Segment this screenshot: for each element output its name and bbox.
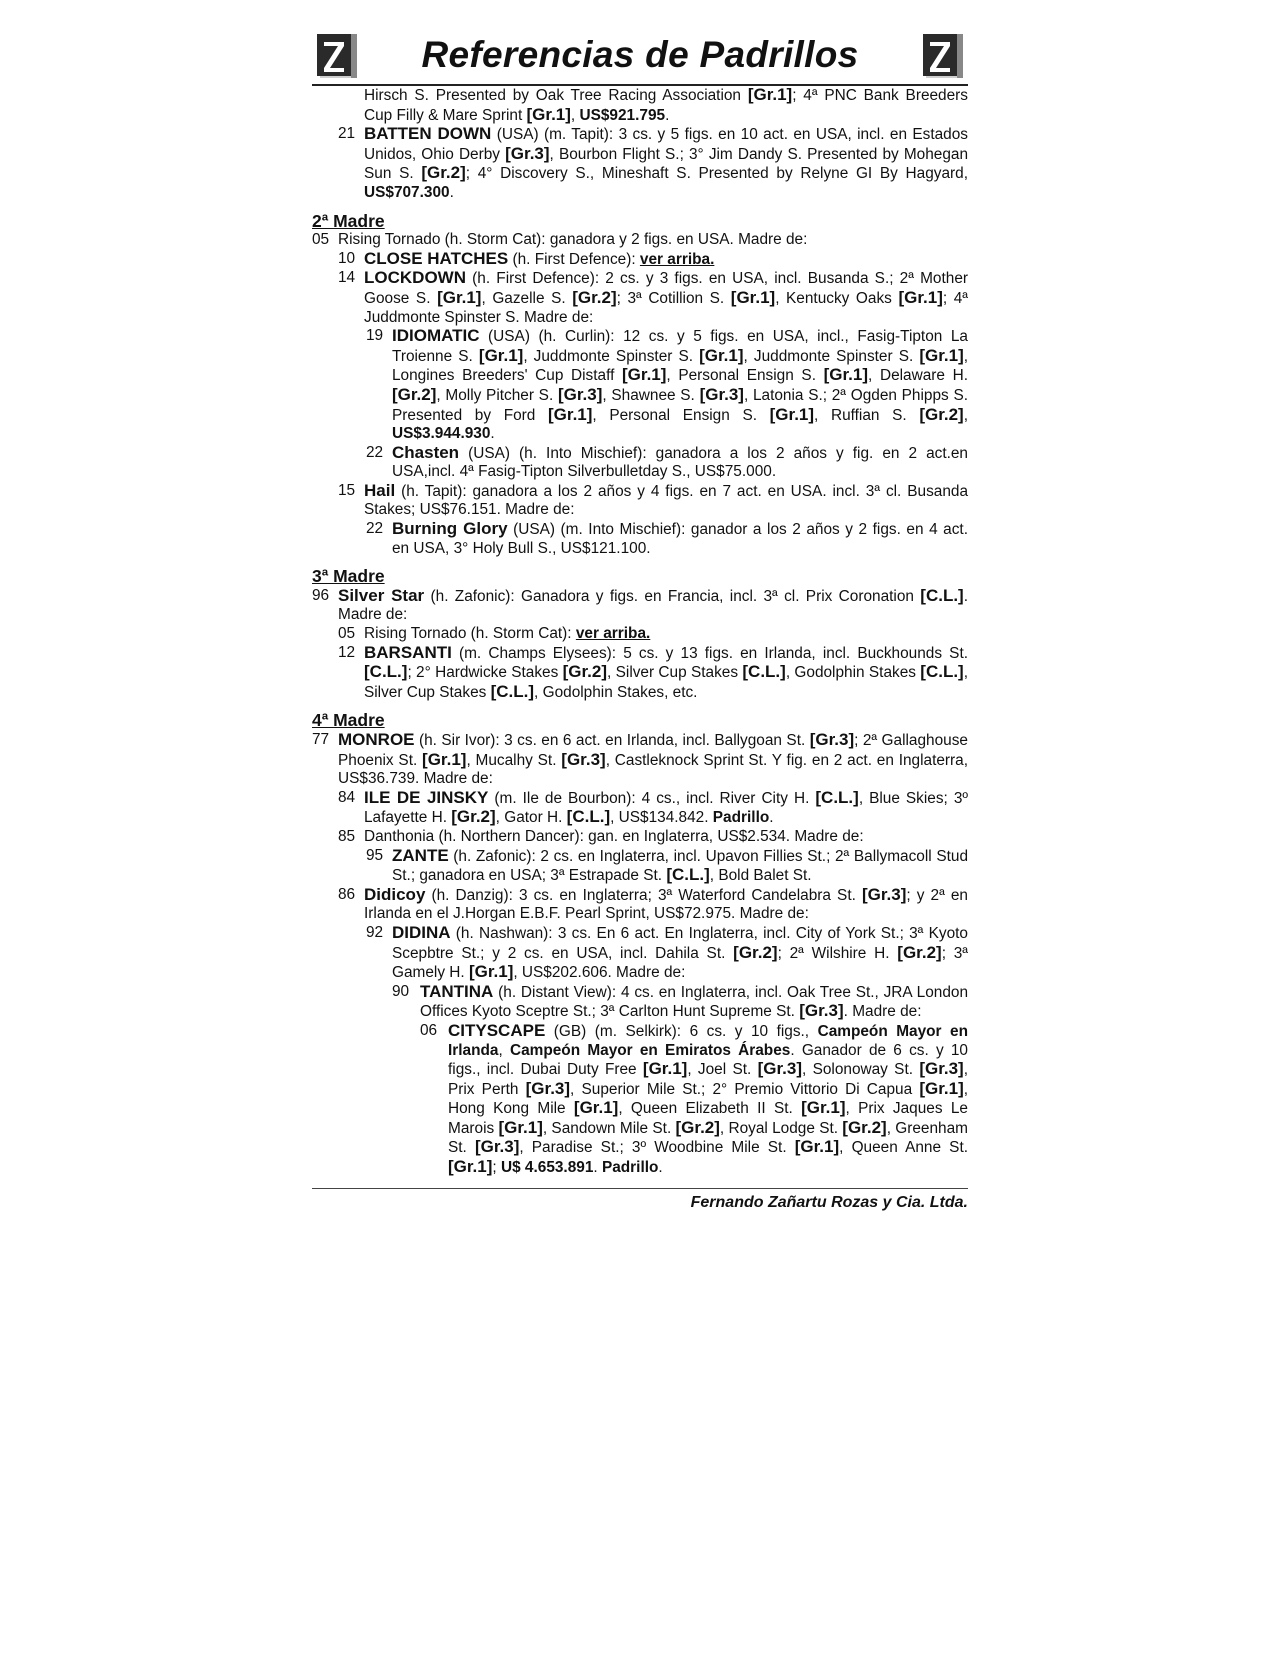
pedigree-entry <box>312 587 968 625</box>
text-run: , Shawnee S. <box>602 386 700 404</box>
bold-text: U$ 4.653.891 <box>500 1159 594 1177</box>
zr-logo-icon <box>920 32 966 82</box>
page-header <box>312 30 968 86</box>
horse-name: IDIOMATIC <box>392 326 480 346</box>
text-run: , Personal Ensign S. <box>592 406 770 424</box>
birth-year: 96 <box>312 586 330 604</box>
race-grade: [Gr.3] <box>525 1078 571 1098</box>
race-grade: [Gr.3] <box>757 1059 802 1079</box>
pedigree-entry <box>312 125 968 202</box>
text-run: . <box>449 183 454 201</box>
text-run: . Madre de: <box>843 1003 922 1021</box>
text-run: , Silver Cup Stakes <box>607 664 743 682</box>
race-grade: [Gr.1] <box>919 345 964 365</box>
text-run: (m. Champs Elysees): 5 cs. y 13 figs. en Irlanda, incl. Buckhounds St. <box>451 644 968 662</box>
birth-year: 86 <box>338 885 356 903</box>
race-grade: [Gr.1] <box>919 1078 964 1098</box>
horse-name: BATTEN DOWN <box>364 124 492 144</box>
pedigree-entry <box>312 731 968 789</box>
race-grade: [C.L.] <box>666 865 710 885</box>
text-run: , Joel St. <box>687 1061 758 1079</box>
text-run: (h. Sir Ivor): 3 cs. en 6 act. en Irlanda, incl. Ballygoan St. <box>414 732 810 749</box>
text-run: Hirsch S. Presented by Oak Tree Racing Association <box>364 87 748 104</box>
bold-text: US$921.795 <box>579 106 666 124</box>
race-grade: [Gr.1] <box>498 1117 543 1137</box>
race-grade: [Gr.1] <box>642 1059 688 1079</box>
text-run: , Prix Perth <box>448 1061 968 1098</box>
text-run: , Mucalhy St. <box>466 751 562 769</box>
text-run: (h. First Defence): 2 cs. y 3 figs. en USA, incl. Busanda S.; 2ª Mother Goose S. <box>364 270 968 307</box>
text-run: , <box>498 1041 510 1059</box>
text-run: (USA) (m. Into Mischief): ganador a los 2 años y 2 figs. en 4 act. en USA, 3° Holy Bull S., US$121.100. <box>392 521 968 557</box>
race-grade: [Gr.2] <box>842 1117 887 1137</box>
text-run: , Queen Elizabeth II St. <box>618 1100 802 1118</box>
text-run: , Royal Lodge St. <box>719 1119 843 1137</box>
race-grade: [Gr.1] <box>747 85 793 104</box>
pedigree-entry <box>312 250 968 270</box>
page-title: Referencias de Padrillos <box>421 34 859 75</box>
bold-text: Campeón Mayor en Emiratos Árabes <box>509 1041 791 1059</box>
text-run: , Personal Ensign S. <box>666 367 824 385</box>
race-grade: [Gr.2] <box>919 404 964 424</box>
text-run: ; 3ª Gamely H. <box>392 944 968 982</box>
race-grade: [C.L.] <box>920 662 964 682</box>
race-grade: [C.L.] <box>920 585 964 605</box>
cross-reference: ver arriba. <box>639 250 715 268</box>
text-run: Rising Tornado (h. Storm Cat): ganadora y 2 figs. en USA. Madre de: <box>338 231 808 249</box>
race-grade: [Gr.1] <box>699 345 744 365</box>
text-run: (h. Distant View): 4 cs. en Inglaterra, incl. Oak Tree St., JRA London Offices Kyoto Sceptre St.; 3ª Carlton Hunt Supreme St. <box>420 983 968 1021</box>
text-run: ; 3ª Cotillion S. <box>616 289 731 307</box>
pedigree-entry <box>312 828 968 847</box>
text-run: , Queen Anne St. <box>839 1139 968 1157</box>
pedigree-entry <box>312 482 968 520</box>
text-run: (h. Nashwan): 3 cs. En 6 act. En Inglaterra, incl. City of York St.; 3ª Kyoto Scepbtre St.; y 2 cs. en USA, incl. Dahila St. <box>392 924 968 962</box>
text-run: , <box>570 106 580 124</box>
birth-year: 06 <box>420 1021 438 1039</box>
document-body <box>312 86 968 1178</box>
text-run: Rising Tornado (h. Storm Cat): <box>364 625 576 643</box>
text-run: . <box>769 809 774 827</box>
text-run: , Gazelle S. <box>481 289 573 307</box>
page-footer: Fernando Zañartu Rozas y Cia. Ltda. <box>312 1188 968 1212</box>
race-grade: [Gr.3] <box>699 384 744 404</box>
race-grade: [Gr.1] <box>730 287 776 307</box>
text-run: . Ganador de 6 cs. y 10 figs., incl. Dubai Duty Free <box>448 1041 968 1079</box>
text-run: (USA) (h. Curlin): 12 cs. y 5 figs. en USA, incl., Fasig-Tipton La Troienne S. <box>392 328 968 365</box>
text-run: , Bold Balet St. <box>709 867 812 885</box>
text-run: , Delaware H. <box>868 367 968 385</box>
race-grade: [Gr.1] <box>468 962 514 982</box>
birth-year: 77 <box>312 731 330 748</box>
birth-year: 22 <box>366 520 384 538</box>
text-run: , Castleknock Sprint St. Y fig. en 2 act. en Inglaterra, US$36.739. Madre de: <box>338 751 968 788</box>
text-run: , Gator H. <box>495 809 567 827</box>
race-grade: [Gr.1] <box>794 1137 840 1157</box>
text-run: , US$134.842. <box>610 809 713 827</box>
race-grade: [Gr.1] <box>437 287 482 307</box>
text-run: (USA) (m. Tapit): 3 cs. y 5 figs. en 10 act. en USA, incl. en Estados Unidos, Ohio Derby <box>364 126 968 163</box>
text-run: (h. Zafonic): Ganadora y figs. en Francia, incl. 3ª cl. Prix Coronation <box>424 587 921 605</box>
race-grade: [Gr.1] <box>448 1157 493 1177</box>
pedigree-entry <box>312 644 968 703</box>
pedigree-entry <box>312 1022 968 1178</box>
text-run: , US$202.606. Madre de: <box>513 964 686 982</box>
race-grade: [Gr.2] <box>451 807 496 827</box>
race-grade: [Gr.1] <box>898 287 943 307</box>
section-heading: 3ª Madre <box>312 566 385 587</box>
text-run: , Molly Pitcher S. <box>436 386 558 404</box>
race-grade: [Gr.2] <box>897 942 942 962</box>
section-heading: 2ª Madre <box>312 210 385 231</box>
pedigree-entry <box>312 983 968 1022</box>
text-run: ; y 2ª en Irlanda en el J.Horgan E.B.F. Pearl Sprint, US$72.975. Madre de: <box>364 886 968 923</box>
bold-text: US$3.944.930 <box>392 425 491 443</box>
text-run: , <box>963 406 968 424</box>
text-run: (h. Zafonic): 2 cs. en Inglaterra, incl. Upavon Fillies St.; 2ª Ballymacoll Stud St.; ganadora en USA; 3ª Estrapade St. <box>392 847 968 885</box>
race-grade: [Gr.1] <box>478 345 524 365</box>
text-run: , Godolphin Stakes, etc. <box>534 683 698 701</box>
text-run: (GB) (m. Selkirk): 6 cs. y 10 figs., <box>545 1022 818 1040</box>
race-grade: [Gr.3] <box>561 749 606 769</box>
bold-text: Padrillo <box>712 809 770 827</box>
birth-year: 05 <box>312 231 330 249</box>
text-run: (h. First Defence): <box>508 250 640 268</box>
horse-name: BARSANTI <box>364 642 452 662</box>
horse-name: MONROE <box>338 730 415 749</box>
pedigree-entry <box>312 231 968 250</box>
pedigree-entry <box>312 924 968 983</box>
text-run: . <box>658 1159 663 1177</box>
text-run: , Solonoway St. <box>802 1061 920 1079</box>
horse-name: CITYSCAPE <box>448 1020 546 1040</box>
text-run: . <box>490 425 495 443</box>
horse-name: LOCKDOWN <box>364 268 466 288</box>
race-grade: [Gr.3] <box>809 730 855 749</box>
text-run: (m. Ile de Bourbon): 4 cs., incl. River City H. <box>488 789 816 807</box>
birth-year: 90 <box>392 982 410 1000</box>
race-grade: [Gr.3] <box>861 884 907 904</box>
pedigree-entry <box>312 520 968 558</box>
horse-name: TANTINA <box>420 981 494 1001</box>
race-grade: [Gr.2] <box>733 942 778 962</box>
text-run: ; 4ª PNC Bank Breeders Cup Filly & Mare Sprint <box>364 87 968 124</box>
race-grade: [C.L.] <box>566 807 611 827</box>
bold-text: US$707.300 <box>364 183 450 201</box>
section-heading: 4ª Madre <box>312 710 385 731</box>
text-run: , Latonia S.; 2ª Ogden Phipps S. Presented by Ford <box>392 386 968 424</box>
race-grade: [C.L.] <box>490 681 535 701</box>
pedigree-entry <box>312 269 968 327</box>
horse-name: DIDINA <box>392 922 451 942</box>
text-run: (h. Danzig): 3 cs. en Inglaterra; 3ª Waterford Candelabra St. <box>425 886 862 904</box>
document-page <box>312 30 968 1212</box>
race-grade: [Gr.3] <box>919 1059 964 1079</box>
pedigree-entry <box>312 789 968 828</box>
race-grade: [Gr.1] <box>422 749 467 769</box>
text-run: , Paradise St.; 3º Woodbine Mile St. <box>519 1139 795 1157</box>
birth-year: 15 <box>338 481 356 499</box>
race-grade: [Gr.3] <box>557 384 603 404</box>
horse-name: ILE DE JINSKY <box>364 787 489 807</box>
text-run: , Hong Kong Mile <box>448 1080 969 1118</box>
text-run: (h. Tapit): ganadora a los 2 años y 4 figs. en 7 act. en USA. incl. 3ª cl. Busanda Stakes; US$76.151. Madre de: <box>364 482 968 519</box>
text-run: Danthonia (h. Northern Dancer): gan. en Inglaterra, US$2.534. Madre de: <box>364 827 864 845</box>
bold-text: Padrillo <box>601 1159 659 1177</box>
text-run: , Prix Jaques Le Marois <box>448 1100 968 1137</box>
race-grade: [Gr.1] <box>769 404 815 424</box>
pedigree-entry <box>312 625 968 644</box>
text-run: , Superior Mile St.; 2° Premio Vittorio Di Capua <box>570 1080 920 1098</box>
birth-year: 85 <box>338 827 356 845</box>
race-grade: [Gr.2] <box>572 287 617 307</box>
race-grade: [Gr.1] <box>801 1098 846 1118</box>
horse-name: Chasten <box>392 442 460 462</box>
text-run: ; 2ª Wilshire H. <box>777 944 898 962</box>
text-run: , Bourbon Flight S.; 3° Jim Dandy S. Presented by Mohegan Sun S. <box>364 145 969 183</box>
pedigree-entry <box>312 327 968 444</box>
birth-year: 14 <box>338 269 356 287</box>
text-run: , Godolphin Stakes <box>785 664 921 682</box>
horse-name: ZANTE <box>392 845 449 865</box>
text-run: , Kentucky Oaks <box>775 289 899 307</box>
horse-name: Silver Star <box>338 585 425 605</box>
horse-name: CLOSE HATCHES <box>364 248 509 268</box>
continuation-paragraph <box>312 86 968 125</box>
race-grade: [Gr.2] <box>392 384 437 404</box>
race-grade: [Gr.2] <box>421 163 466 183</box>
birth-year: 19 <box>366 327 384 345</box>
birth-year: 84 <box>338 788 356 806</box>
text-run: ; 2° Hardwicke Stakes <box>407 664 563 682</box>
text-run: , Juddmonte Spinster S. <box>743 347 920 365</box>
race-grade: [Gr.3] <box>474 1137 520 1157</box>
race-grade: [Gr.1] <box>823 365 869 385</box>
pedigree-entry <box>312 444 968 482</box>
race-grade: [C.L.] <box>815 787 859 807</box>
race-grade: [Gr.3] <box>799 1001 844 1021</box>
race-grade: [Gr.1] <box>548 404 593 424</box>
text-run: ; 4° Discovery S., Mineshaft S. Presented by Relyne GI By Hagyard, <box>465 165 968 183</box>
birth-year: 10 <box>338 249 356 267</box>
birth-year: 95 <box>366 846 384 864</box>
text-run: (USA) (h. Into Mischief): ganadora a los 2 años y fig. en 2 act.en USA,incl. 4ª Fasig-Tipton Silverbulletday S., US$75.000. <box>392 444 968 481</box>
text-run: ; <box>492 1159 501 1177</box>
race-grade: [Gr.2] <box>675 1117 720 1137</box>
text-run: , Ruffian S. <box>814 406 920 424</box>
race-grade: [Gr.1] <box>573 1098 619 1118</box>
text-run: ; 2ª Gallaghouse Phoenix St. <box>338 732 968 769</box>
text-run: , Juddmonte Spinster S. <box>523 347 700 365</box>
race-grade: [C.L.] <box>742 662 786 682</box>
birth-year: 12 <box>338 643 356 661</box>
text-run: . Madre de: <box>338 587 968 624</box>
text-run: , Blue Skies; 3º Lafayette H. <box>364 789 969 827</box>
horse-name: Hail <box>364 480 396 500</box>
race-grade: [Gr.2] <box>562 662 608 682</box>
birth-year: 92 <box>366 923 384 941</box>
birth-year: 05 <box>338 625 356 643</box>
pedigree-entry <box>312 886 968 924</box>
birth-year: 21 <box>338 125 356 143</box>
birth-year: 22 <box>366 443 384 461</box>
pedigree-entry <box>312 847 968 886</box>
text-run: , Silver Cup Stakes <box>364 664 968 701</box>
race-grade: [Gr.1] <box>622 365 667 385</box>
horse-name: Burning Glory <box>392 519 508 539</box>
race-grade: [C.L.] <box>364 662 408 682</box>
horse-name: Didicoy <box>364 884 426 904</box>
text-run: . <box>593 1159 602 1177</box>
text-run: ; 4ª Juddmonte Spinster S. Madre de: <box>364 289 968 326</box>
text-run: . <box>665 106 670 124</box>
text-run: , Sandown Mile St. <box>542 1119 676 1137</box>
bold-text: Campeón Mayor en Irlanda <box>448 1022 968 1059</box>
cross-reference: ver arriba. <box>575 625 651 643</box>
race-grade: [Gr.1] <box>526 104 571 124</box>
text-run: , Longines Breeders' Cup Distaff <box>392 347 969 385</box>
text-run: , Greenham St. <box>448 1119 968 1157</box>
race-grade: [Gr.3] <box>505 143 550 163</box>
